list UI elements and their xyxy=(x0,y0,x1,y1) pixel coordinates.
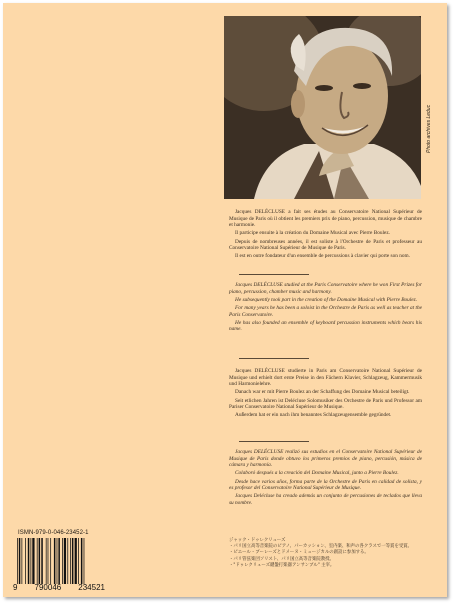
bio-french xyxy=(229,209,422,262)
book-back-cover xyxy=(3,3,447,597)
bio-paragraph: Il participe ensuite à la création du Domaine Musical avec Pierre Boulez. xyxy=(235,230,391,237)
barcode-icon xyxy=(16,538,102,584)
bio-paragraph: Jacques DELÉCLUSE studierte in Paris am Conservatoire National Supérieur de Musique und erhielt dort erste Preise in den Fächern Klavier, Schlagzeug, Kammermusik und Harmonielehre. xyxy=(229,368,422,388)
bio-paragraph: Depuis de nombreuses années, il est soliste à l'Orchestre de Paris et professeur au Conservatoire National Supérieur de Musique de Paris. xyxy=(229,238,422,252)
section-divider xyxy=(239,441,309,442)
section-divider xyxy=(239,274,309,275)
bio-paragraph: Jacques Delécluse ha creado además un conjunto de percusiones de teclados que lleva su nombre. xyxy=(229,493,422,506)
bio-spanish xyxy=(229,449,422,508)
bio-paragraph: Desde hace varios años, forma parte de la Orchestre de Paris en calidad de solista, y es profesor del Conservatoire National Supérieur de Musique. xyxy=(229,478,422,492)
portrait-illustration xyxy=(224,16,421,199)
barcode-digit-group: 9 xyxy=(13,583,18,592)
bio-line: ・"ドゥレクリューズ鍵盤打楽器アンサンブル" 主宰。 xyxy=(229,562,335,568)
bio-paragraph: For many years he has been a soloist in the Orchestre de Paris as well as teacher at the Paris Conservatoire. xyxy=(229,304,422,318)
bio-line: ・パリ国立高等音楽院のピアノ、パーカッション、室内楽、和声の各クラスで一等賞を受賞。 xyxy=(229,544,413,550)
bio-paragraph: Danach war er mit Pierre Boulez an der Schaffung des Domaine Musical beteiligt. xyxy=(235,389,410,396)
section-divider xyxy=(239,358,309,359)
bio-paragraph: Il est en outre fondateur d'un ensemble de percussions à clavier qui porte son nom. xyxy=(235,253,410,260)
bio-german xyxy=(229,368,422,421)
photo-credit: Photo archives Leduc xyxy=(426,104,432,153)
bio-paragraph: Jacques DELÉCLUSE a fait ses études au Conservatoire National Supérieur de Musique de Paris où il obtient les premiers prix de piano, percussion, musique de chambre et harmonie. xyxy=(229,209,422,229)
barcode-digits xyxy=(13,583,105,592)
barcode-digit-group: 790046 xyxy=(34,583,62,592)
bio-line: ・パリ管弦楽団ソリスト、パリ国立高等音楽院教授。 xyxy=(229,556,334,562)
portrait-photo xyxy=(224,16,421,199)
bio-line: ジャック・ドゥレクリューズ xyxy=(229,538,286,543)
bio-paragraph: Seit etlichen Jahren ist Delécluse Solomusiker des Orchestre de Paris und Professor am Pariser Conservatoire National Supérieur de Musique. xyxy=(229,397,422,411)
isbn-number: ISMN-979-0-046-23452-1 xyxy=(18,530,89,536)
bio-line: ・ピエール・ブーレーズとドメーヌ・ミュージカルの創設に参加する。 xyxy=(229,550,369,556)
bio-paragraph: Jacques DELÉCLUSE realizó sus estudios en el Conservatoire National Supérieur de Musique de Paris donde obtuvo los primeros premios de piano, percusión, música de cámara y harmonía. xyxy=(229,449,422,469)
bio-japanese xyxy=(229,538,419,569)
bio-paragraph: He has also founded an ensemble of keyboard percussion instruments which bears his name. xyxy=(229,319,422,333)
bio-paragraph: Colaboró después a la creación del Domaine Musical, junto a Pierre Boulez. xyxy=(235,470,399,477)
bio-paragraph: He subsequently took part in the creation of the Domaine Musical with Pierre Boulez. xyxy=(235,296,418,303)
bio-english xyxy=(229,282,422,335)
bio-paragraph: Außerdem hat er ein nach ihm benanntes Schlagzeugensemble gegründet. xyxy=(235,412,392,419)
bio-paragraph: Jacques DELÉCLUSE studied at the Paris Conservatoire where he won First Prizes for piano, percussion, chamber music and harmony. xyxy=(229,282,422,295)
barcode-digit-group: 234521 xyxy=(78,583,105,592)
